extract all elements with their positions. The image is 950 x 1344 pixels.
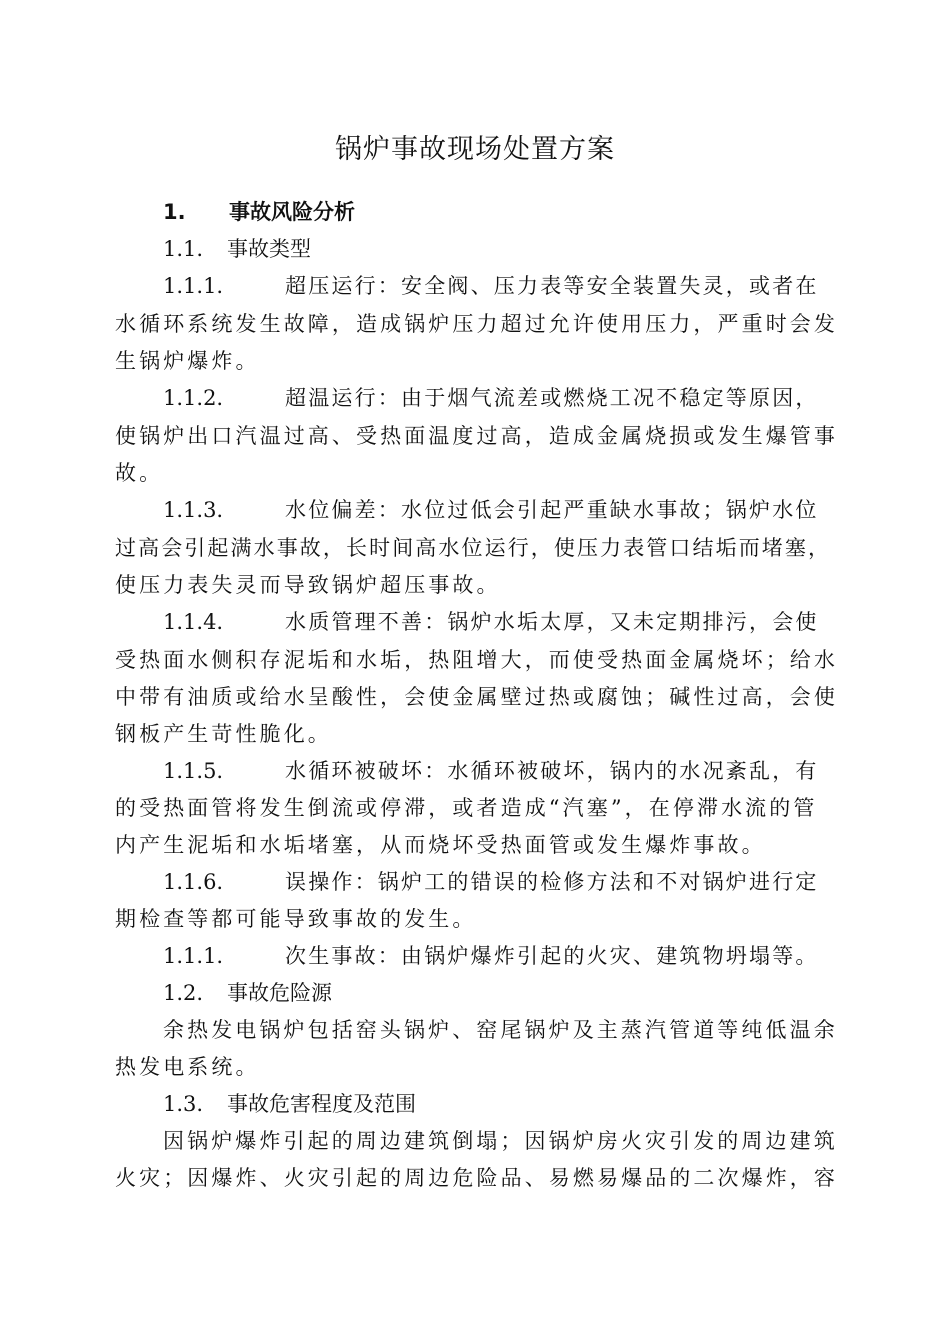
item-1-1-4-line-4: 钢板产生苛性脆化。 [115,722,332,746]
section-title: 事故危险源 [227,981,332,1005]
item-1-1-1-line-1 [163,268,883,304]
paragraph-text: 超压运行：安全阀、压力表等安全装置失灵，或者在 [285,274,819,298]
section-title: 事故类型 [227,237,311,261]
item-number: 1.1.2. [163,386,224,410]
section-number: 1.2. [163,981,204,1005]
subsection-heading-1-3 [163,1086,883,1122]
hazard-scope-line-1: 因锅炉爆炸引起的周边建筑倒塌；因锅炉房火灾引发的周边建筑 [163,1129,838,1153]
item-1-1-5-line-1 [163,753,883,789]
item-1-1-3-line-3: 使压力表失灵而导致锅炉超压事故。 [115,573,501,597]
item-1-1-6-line-1 [163,864,883,900]
item-1-1-5-line-2: 的受热面管将发生倒流或停滞，或者造成“汽塞”，在停滞水流的管 [115,796,818,820]
paragraph-text: 水质管理不善：锅炉水垢太厚，又未定期排污，会使 [285,610,819,634]
paragraph-text: 超温运行：由于烟气流差或燃烧工况不稳定等原因， [285,386,819,410]
paragraph-text: 次生事故：由锅炉爆炸引起的火灾、建筑物坍塌等。 [285,944,819,968]
item-1-1-4-line-3: 中带有油质或给水呈酸性，会使金属壁过热或腐蚀；碱性过高，会使 [115,685,838,709]
item-1-1-2-line-3: 故。 [115,461,164,485]
item-number: 1.1.1. [163,944,224,968]
section-number: 1.1. [163,237,204,261]
hazard-source-line-2: 热发电系统。 [115,1055,260,1079]
hazard-source-line-1: 余热发电锅炉包括窑头锅炉、窑尾锅炉及主蒸汽管道等纯低温余 [163,1018,838,1042]
hazard-scope-line-2: 火灾；因爆炸、火灾引起的周边危险品、易燃易爆品的二次爆炸，容 [115,1166,838,1190]
document-title: 锅炉事故现场处置方案 [335,134,615,165]
item-number: 1.1.1. [163,274,224,298]
section-number: 1.3. [163,1092,204,1116]
item-1-1-5-line-3: 内产生泥垢和水垢堵塞，从而烧坏受热面管或发生爆炸事故。 [115,833,766,857]
item-number: 1.1.6. [163,870,224,894]
item-number: 1.1.3. [163,498,224,522]
item-1-1-6-line-2: 期检查等都可能导致事故的发生。 [115,907,477,931]
subsection-heading-1-2 [163,975,883,1011]
subsection-heading-1-1 [163,231,883,267]
paragraph-text: 水位偏差：水位过低会引起严重缺水事故；锅炉水位 [285,498,819,522]
section-number: 1. [163,200,186,224]
item-number: 1.1.4. [163,610,224,634]
item-1-1-3-line-1 [163,492,883,528]
item-1-1-2-line-1 [163,380,883,416]
item-1-1-1-line-2: 水循环系统发生故障，造成锅炉压力超过允许使用压力，严重时会发 [115,312,838,336]
item-1-1-1-line-3: 生锅炉爆炸。 [115,349,260,373]
section-heading-1 [163,194,883,230]
item-1-1-2-line-2: 使锅炉出口汽温过高、受热面温度过高，造成金属烧损或发生爆管事 [115,424,838,448]
item-secondary-accident-line-1 [163,938,883,974]
paragraph-text: 误操作：锅炉工的错误的检修方法和不对锅炉进行定 [285,870,819,894]
section-title: 事故危害程度及范围 [227,1092,416,1116]
section-title: 事故风险分析 [229,200,355,224]
item-1-1-4-line-1 [163,604,883,640]
item-1-1-4-line-2: 受热面水侧积存泥垢和水垢，热阻增大，而使受热面金属烧坏；给水 [115,648,838,672]
item-1-1-3-line-2: 过高会引起满水事故，长时间高水位运行，使压力表管口结垢而堵塞， [115,536,832,560]
item-number: 1.1.5. [163,759,224,783]
paragraph-text: 水循环被破坏：水循环被破坏，锅内的水况紊乱，有 [285,759,819,783]
